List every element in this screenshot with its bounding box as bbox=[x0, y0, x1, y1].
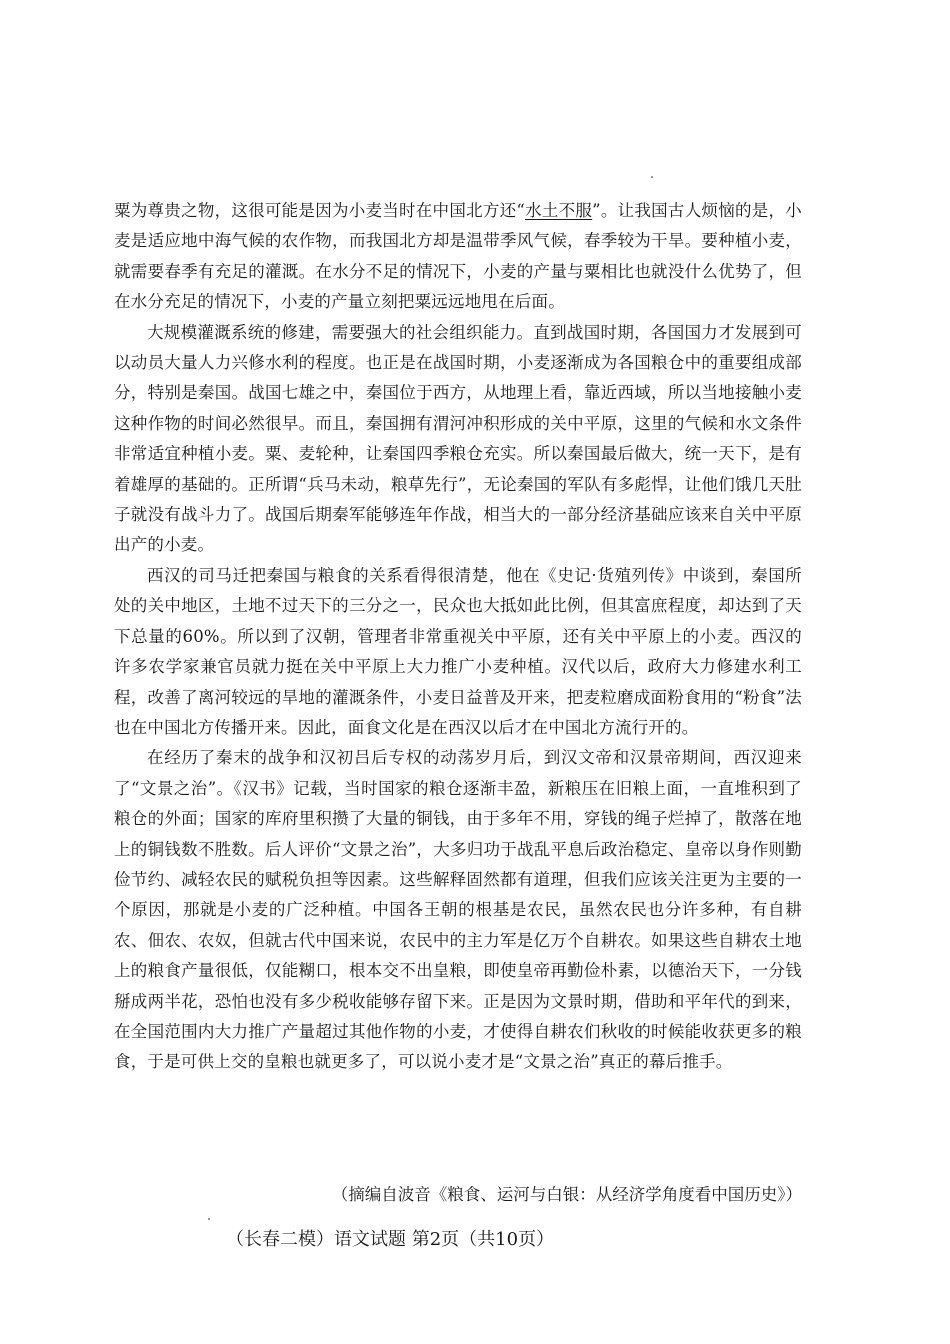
scan-speck-top bbox=[651, 176, 653, 178]
paragraph-1-end: ”。让我国古人烦恼的是，小麦是适应地中海气候的农作物，而我国北方却是温带季风气候，春季较为干旱。要种植小麦，就需要春季有充足的灌溉。在水分不足的情况下，小麦的产量与粟相比也就没什么优势了，但在水分充足的情况下，小麦的产量立刻把粟远远地甩在后面。 bbox=[114, 201, 802, 312]
paragraph-4: 在经历了秦末的战争和汉初吕后专权的动荡岁月后，到汉文帝和汉景帝期间，西汉迎来了“文景之治”。《汉书》记载，当时国家的粮仓逐渐丰盈，新粮压在旧粮上面，一直堆积到了粮仓的外面；国家的库府里积攒了大量的铜钱，由于多年不用，穿钱的绳子烂掉了，散落在地上的铜钱数不胜数。后人评价“文景之治”，大多归功于战乱平息后政治稳定、皇帝以身作则勤俭节约、减轻农民的赋税负担等因素。这些解释固然都有道理，但我们应该关注更为主要的一个原因，那就是小麦的广泛种植。中国各王朝的根基是农民，虽然农民也分许多种，有自耕农、佃农、农奴，但就古代中国来说，农民中的主力军是亿万个自耕农。如果这些自耕农土地上的粮食产量很低，仅能糊口，根本交不出皇粮，即使皇帝再勤俭朴素，以德治天下，一分钱掰成两半花，恐怕也没有多少税收能够存留下来。正是因为文景时期，借助和平年代的到来，在全国范围内大力推广产量超过其他作物的小麦，才使得自耕农们秋收的时候能收获更多的粮食，于是可供上交的皇粮也就更多了，可以说小麦才是“文景之治”真正的幕后推手。 bbox=[114, 748, 802, 1072]
underlined-phrase: 水土不服 bbox=[525, 201, 593, 220]
page-footer: （长春二模）语文试题 第2页（共10页） bbox=[226, 1229, 555, 1250]
paragraph-2: 大规模灌溉系统的修建，需要强大的社会组织能力。直到战国时期，各国国力才发展到可以动员大量人力兴修水利的程度。也正是在战国时期，小麦逐渐成为各国粮仓中的重要组成部分，特别是秦国。战国七雄之中，秦国位于西方，从地理上看，靠近西域，所以当地接触小麦这种作物的时间必然很早。而且，秦国拥有渭河冲积形成的关中平原，这里的气候和水文条件非常适宜种植小麦。粟、麦轮种，让秦国四季粮仓充实。所以秦国最后做大，统一天下，是有着雄厚的基础的。正所谓“兵马未动，粮草先行”，无论秦国的军队有多彪悍，让他们饿几天肚子就没有战斗力了。战国后期秦军能够连年作战，相当大的一部分经济基础应该来自关中平原出产的小麦。 bbox=[114, 322, 802, 555]
paragraph-1 bbox=[114, 196, 802, 318]
article-body bbox=[114, 196, 802, 1078]
paragraph-1-start: 粟为尊贵之物，这很可能是因为小麦当时在中国北方还“ bbox=[114, 201, 526, 220]
paragraph-3: 西汉的司马迁把秦国与粮食的关系看得很清楚，他在《史记·货殖列传》中谈到，秦国所处的关中地区，土地不过天下的三分之一，民众也大抵如此比例，但其富庶程度，却达到了天下总量的60%。所以到了汉朝，管理者非常重视关中平原，还有关中平原上的小麦。西汉的许多农学家兼官员就力挺在关中平原上大力推广小麦种植。汉代以后，政府大力修建水利工程，改善了离河较远的旱地的灌溉条件，小麦日益普及开来，把麦粒磨成面粉食用的“粉食”法也在中国北方传播开来。因此，面食文化是在西汉以后才在中国北方流行开的。 bbox=[114, 565, 802, 737]
scan-speck-bottom bbox=[208, 1218, 210, 1220]
source-attribution: （摘编自波音《粮食、运河与白银：从经济学角度看中国历史》） bbox=[331, 1185, 802, 1204]
